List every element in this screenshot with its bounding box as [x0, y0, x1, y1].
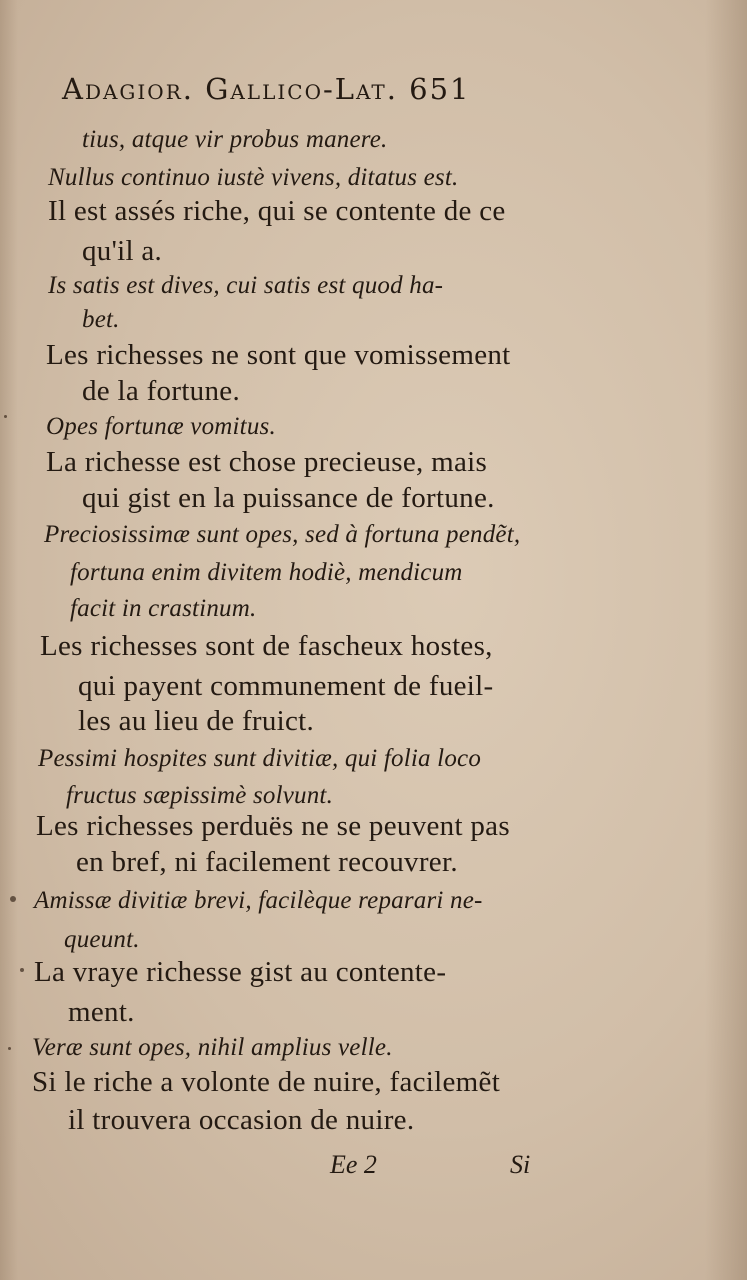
text-line: les au lieu de fruict.: [78, 705, 315, 737]
text-line: ment.: [68, 996, 135, 1028]
signature-mark: Ee 2: [330, 1150, 377, 1179]
text-line: La richesse est chose precieuse, mais: [46, 446, 488, 478]
text-line: qui gist en la puissance de fortune.: [82, 482, 495, 514]
text-line: Les richesses ne sont que vomissement: [46, 339, 511, 371]
text-line: il trouvera occasion de nuire.: [68, 1104, 415, 1136]
text-line: Il est assés riche, qui se contente de ce: [48, 195, 506, 227]
text-line: facit in crastinum.: [70, 595, 257, 622]
text-line: Nullus continuo iustè vivens, ditatus est.: [48, 164, 459, 191]
text-line: Is satis est dives, cui satis est quod ha-: [48, 272, 444, 299]
catchword: Si: [510, 1150, 531, 1179]
text-line: Preciosissimæ sunt opes, sed à fortuna pendẽt,: [44, 521, 521, 548]
text-line: fructus sæpissimè solvunt.: [66, 782, 334, 809]
text-line: bet.: [82, 306, 120, 333]
running-head: Adagior. Gallico-Lat. 651: [62, 72, 471, 106]
text-line: en bref, ni facilement recouvrer.: [76, 846, 458, 878]
ink-spot: [20, 968, 24, 972]
text-line: Les richesses sont de fascheux hostes,: [40, 630, 493, 662]
text-line: Opes fortunæ vomitus.: [46, 413, 276, 440]
text-line: La vraye richesse gist au contente-: [34, 956, 447, 988]
text-line: Amissæ divitiæ brevi, facilèque reparari ne-: [34, 887, 483, 914]
ink-spot: [10, 896, 16, 902]
text-line: Veræ sunt opes, nihil amplius velle.: [32, 1034, 393, 1061]
text-line: fortuna enim divitem hodiè, mendicum: [70, 559, 463, 586]
ink-spot: [4, 415, 7, 418]
text-line: qui payent communement de fueil-: [78, 670, 494, 702]
text-line: tius, atque vir probus manere.: [82, 126, 388, 153]
text-line: Pessimi hospites sunt divitiæ, qui folia loco: [38, 745, 482, 772]
text-line: queunt.: [64, 926, 140, 953]
page-right-shadow: [705, 0, 747, 1280]
ink-spot: [8, 1047, 11, 1050]
text-line: de la fortune.: [82, 375, 240, 407]
text-line: qu'il a.: [82, 235, 163, 267]
text-line: Les richesses perduës ne se peuvent pas: [36, 810, 510, 842]
text-line: Si le riche a volonte de nuire, facilemẽt: [32, 1066, 501, 1098]
page-left-shadow: [0, 0, 18, 1280]
